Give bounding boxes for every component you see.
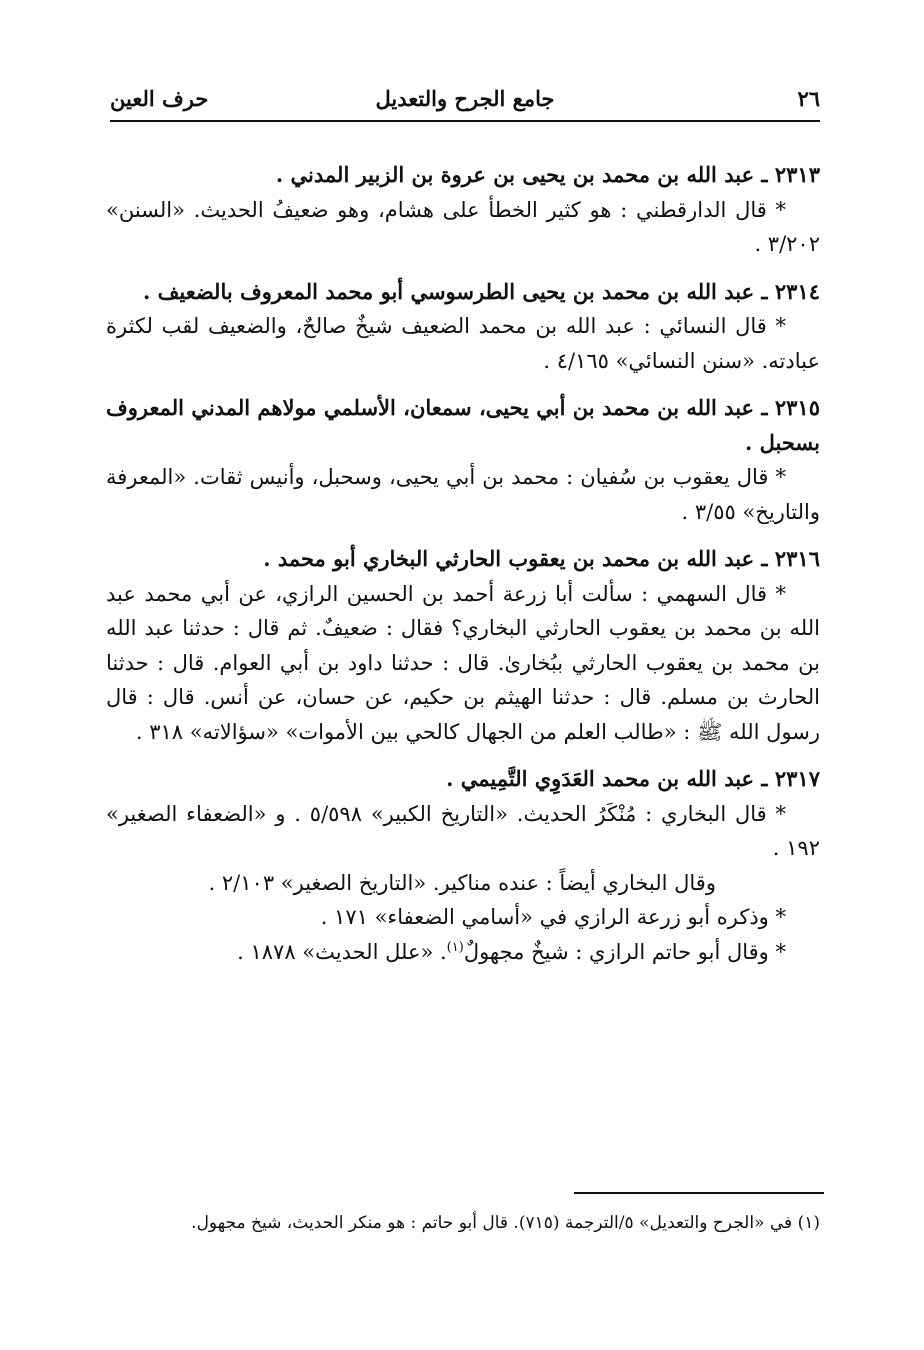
entry-paragraph: * وذكره أبو زرعة الرازي في «أسامي الضعفاء» ١٧١ . — [320, 905, 786, 929]
entry-text: * وقال أبو حاتم الرازي : شيخٌ مجهولٌ — [463, 939, 786, 964]
entry-2317 — [106, 762, 820, 969]
page-header — [110, 80, 820, 122]
footnote: (١) في «الجرح والتعديل» ٥/الترجمة (٧١٥). قال أبو حاتم : هو منكر الحديث، شيخ مجهول. — [191, 1213, 820, 1233]
entry-paragraph: * قال الدارقطني : هو كثير الخطأ على هشام، وهو ضعيفُ الحديث. «السنن» ٣/٢٠٢ . — [106, 197, 820, 256]
entry-heading: ٢٣١٣ ـ عبد الله بن محمد بن يحيى بن عروة بن الزبير المدني . — [275, 162, 820, 187]
entry-2314 — [106, 275, 820, 379]
entry-paragraph: * قال السهمي : سألت أبا زرعة أحمد بن الحسين الرازي، عن أبي محمد عبد الله بن محمد بن يعقوب الحارثي البخاري؟ فقال : ضعيفٌ. ثم قال : حدثنا عبد الله بن محمد بن يعقوب الحارثي ببُخارىٰ. قال : حدثنا داود بن أبي العوام. قال : حدثنا الحارث بن مسلم. قال : حدثنا الهيثم بن حكيم، عن حسان، عن أنس. قال : قال رسول الله ﷺ : «طالب العلم من الجهال كالحي بين الأموات» «سؤالاته» ٣١٨ . — [106, 581, 820, 744]
footnote-divider — [574, 1192, 824, 1194]
page-body — [106, 158, 820, 969]
entry-text: . «علل الحديث» ١٨٧٨ . — [237, 939, 447, 964]
entry-paragraph: * قال النسائي : عبد الله بن محمد الضعيف شيخٌ صالحٌ، والضعيف لقب لكثرة عبادته. «سنن النسائي» ٤/١٦٥ . — [106, 314, 820, 373]
entry-paragraph: * قال البخاري : مُنْكَرُ الحديث. «التاريخ الكبير» ٥/٥٩٨ . و «الضعفاء الصغير» ١٩٢ . — [106, 801, 820, 860]
entry-heading: ٢٣١٤ ـ عبد الله بن محمد بن يحيى الطرسوسي أبو محمد المعروف بالضعيف . — [143, 278, 820, 304]
entry-2316 — [106, 542, 820, 749]
entry-2313 — [106, 158, 820, 262]
section-title: حرف العين — [110, 86, 209, 111]
entry-paragraph: * قال يعقوب بن سُفيان : محمد بن أبي يحيى، وسحبل، وأنيس ثقات. «المعرفة والتاريخ» ٣/٥٥ . — [106, 465, 820, 524]
entry-heading: ٢٣١٥ ـ عبد الله بن محمد بن أبي يحيى، سمعان، الأسلمي مولاهم المدني المعروف بسحبل . — [106, 395, 820, 455]
footnote-marker[interactable]: (١) — [446, 939, 464, 955]
book-title: جامع الجرح والتعديل — [375, 86, 555, 111]
entry-heading: ٢٣١٧ ـ عبد الله بن محمد العَدَوِي التَّمِيمي . — [446, 766, 820, 791]
entry-paragraph: وقال البخاري أيضاً : عنده مناكير. «التاريخ الصغير» ٢/١٠٣ . — [208, 870, 716, 895]
entry-paragraph — [106, 935, 820, 970]
entry-2315 — [106, 391, 820, 529]
entry-heading: ٢٣١٦ ـ عبد الله بن محمد بن يعقوب الحارثي البخاري أبو محمد . — [263, 546, 820, 571]
page-number: ٢٦ — [797, 86, 820, 111]
